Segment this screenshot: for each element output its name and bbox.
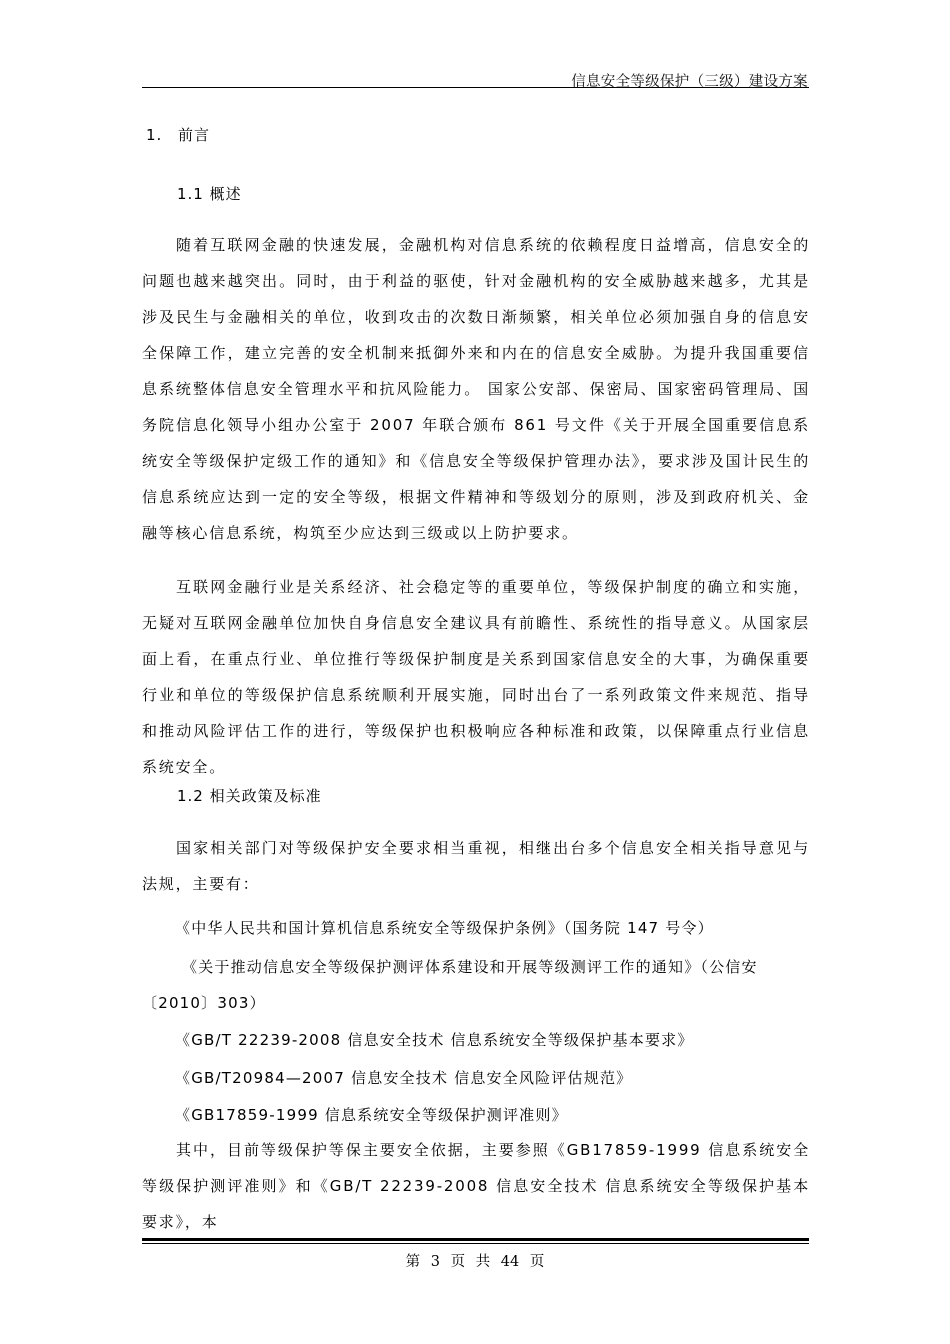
closing-paragraph: 其中，目前等级保护等保主要安全依据，主要参照《GB17859-1999 信息系统安全等级保护测评准则》和《GB/T 22239-2008 信息安全技术 信息系统安全等级保护基本要求》，本	[142, 1141, 810, 1231]
subsection-heading-overview: 1.1 概述	[177, 185, 242, 203]
section-heading-1	[146, 124, 210, 145]
reference-item: 《GB/T20984—2007 信息安全技术 信息安全风险评估规范》	[175, 1069, 633, 1087]
section-title: 前言	[178, 126, 211, 144]
footer-divider-thin	[142, 1243, 809, 1244]
reference-item: 《GB/T 22239-2008 信息安全技术 信息系统安全等级保护基本要求》	[175, 1031, 694, 1049]
running-header-title: 信息安全等级保护（三级）建设方案	[571, 74, 808, 90]
policy-intro-paragraph: 国家相关部门对等级保护安全要求相当重视，相继出台多个信息安全相关指导意见与法规，主要有：	[142, 839, 810, 893]
footer-divider-thick	[142, 1238, 809, 1241]
reference-item-continuation: 〔2010〕303）	[142, 994, 266, 1012]
page-number: 第 3 页 共 44 页	[405, 1254, 545, 1270]
header-divider	[142, 87, 809, 88]
reference-item: 《关于推动信息安全等级保护测评体系建设和开展等级测评工作的通知》（公信安	[182, 958, 758, 976]
reference-item: 《GB17859-1999 信息系统安全等级保护测评准则》	[175, 1106, 568, 1124]
subsection-heading-policies: 1.2 相关政策及标准	[177, 787, 322, 805]
reference-item: 《中华人民共和国计算机信息系统安全等级保护条例》（国务院 147 号令）	[175, 919, 714, 937]
section-number: 1.	[146, 126, 163, 144]
overview-paragraph-2: 互联网金融行业是关系经济、社会稳定等的重要单位，等级保护制度的确立和实施，无疑对互联网金融单位加快自身信息安全建议具有前瞻性、系统性的指导意义。从国家层面上看，在重点行业、单位推行等级保护制度是关系到国家信息安全的大事，为确保重要行业和单位的等级保护信息系统顺利开展实施，同时出台了一系列政策文件来规范、指导和推动风险评估工作的进行，等级保护也积极响应各种标准和政策，以保障重点行业信息系统安全。	[142, 578, 810, 776]
overview-paragraph-1: 随着互联网金融的快速发展，金融机构对信息系统的依赖程度日益增高，信息安全的问题也越来越突出。同时，由于利益的驱使，针对金融机构的安全威胁越来越多，尤其是涉及民生与金融相关的单位，收到攻击的次数日渐频繁，相关单位必须加强自身的信息安全保障工作，建立完善的安全机制来抵御外来和内在的信息安全威胁。为提升我国重要信息系统整体信息安全管理水平和抗风险能力。 国家公安部、保密局、国家密码管理局、国务院信息化领导小组办公室于 2007 年联合颁布 861 号文件《关于开展全国重要信息系统安全等级保护定级工作的通知》和《信息安全等级保护管理办法》，要求涉及国计民生的信息系统应达到一定的安全等级，根据文件精神和等级划分的原则，涉及到政府机关、金融等核心信息系统，构筑至少应达到三级或以上防护要求。	[142, 236, 810, 542]
